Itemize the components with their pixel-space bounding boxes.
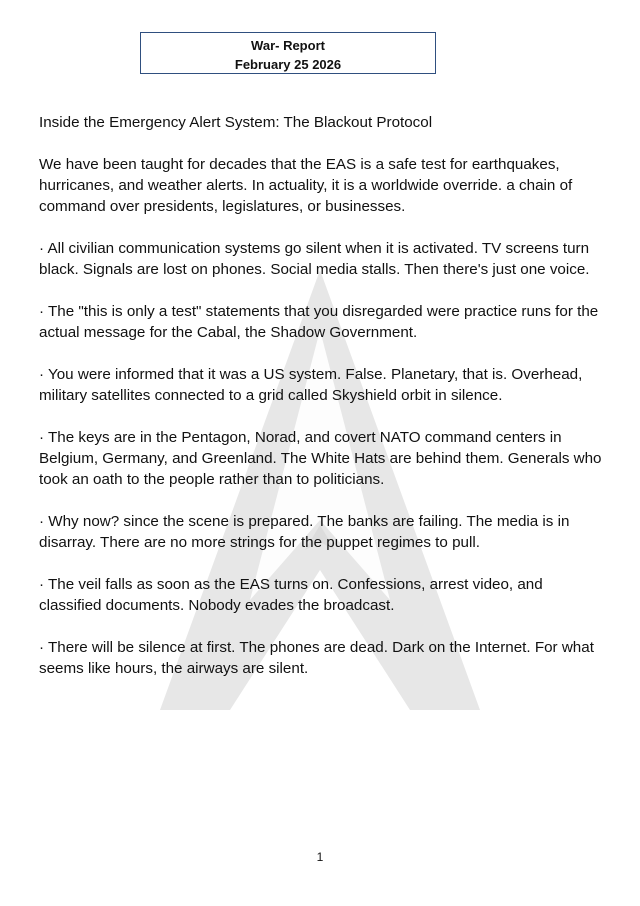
report-date: February 25 2026 <box>234 57 342 72</box>
paragraph: · The veil falls as soon as the EAS turns on. Confessions, arrest video, and classified documents. Nobody evades the broadcast. <box>39 576 543 614</box>
paragraph: We have been taught for decades that the EAS is a safe test for earthquakes, hurricanes, and weather alerts. In actuality, it is a worldwide override. a chain of command over presidents, legislatures, or businesses. <box>39 156 573 215</box>
page-number: 1 <box>316 850 324 864</box>
article-title: Inside the Emergency Alert System: The Blackout Protocol <box>39 114 433 131</box>
paragraph: · Why now? since the scene is prepared. The banks are failing. The media is in disarray. There are no more strings for the puppet regimes to pull. <box>39 513 570 551</box>
paragraph: · All civilian communication systems go silent when it is activated. TV screens turn black. Signals are lost on phones. Social media stalls. Then there's just one voice. <box>39 240 590 278</box>
report-title: War- Report <box>251 38 325 53</box>
paragraph: · You were informed that it was a US system. False. Planetary, that is. Overhead, military satellites connected to a grid called Skyshield orbit in silence. <box>39 366 583 404</box>
paragraph: · There will be silence at first. The phones are dead. Dark on the Internet. For what seems like hours, the airways are silent. <box>39 639 594 677</box>
document-body <box>39 112 609 700</box>
paragraph: · The keys are in the Pentagon, Norad, and covert NATO command centers in Belgium, Germany, and Greenland. The White Hats are behind them. Generals who took an oath to the people rather than to politicians. <box>39 429 602 488</box>
report-header-box <box>140 32 436 74</box>
paragraph: · The "this is only a test" statements that you disregarded were practice runs for the actual message for the Cabal, the Shadow Government. <box>39 303 599 341</box>
